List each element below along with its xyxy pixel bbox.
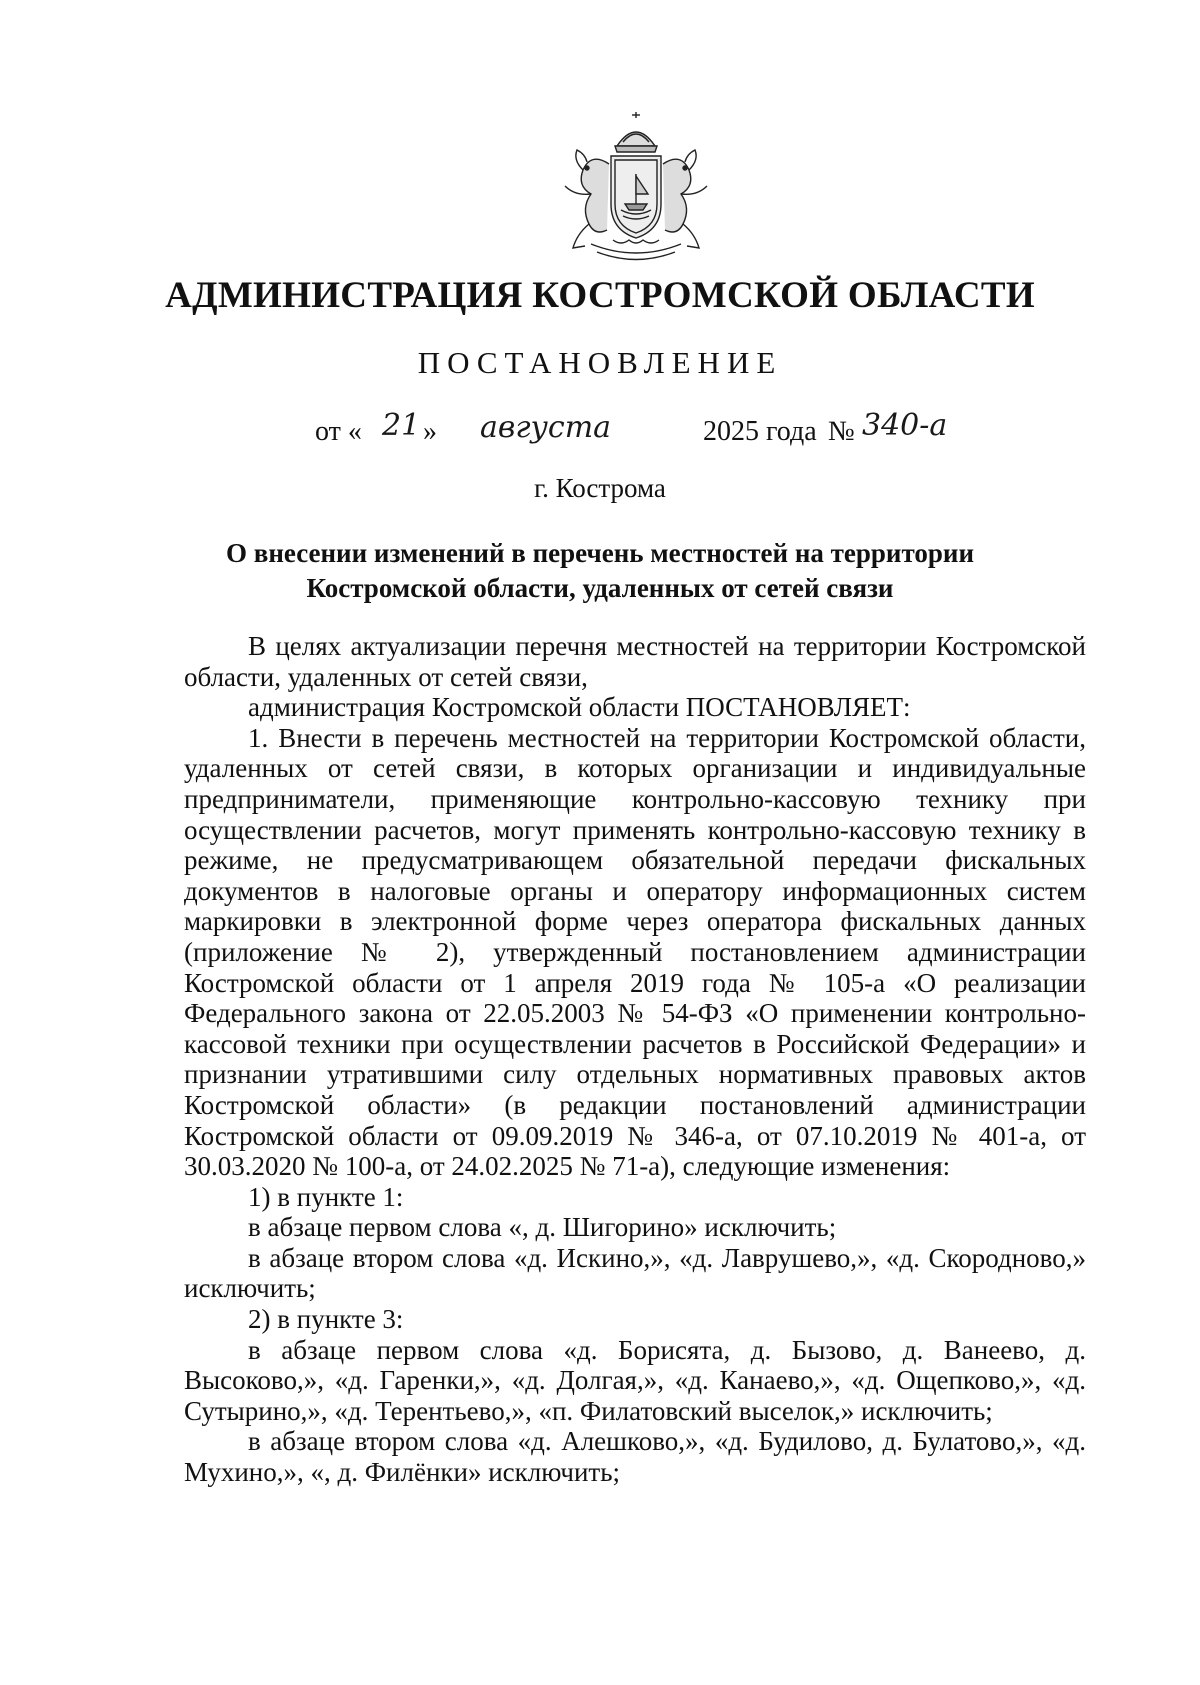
title-line-2: Костромской области, удаленных от сетей связи [306, 573, 894, 603]
date-close-quote: » [423, 416, 437, 447]
document-title [160, 536, 1040, 606]
document-body [184, 631, 1086, 1488]
document-type: ПОСТАНОВЛЕНИЕ [417, 345, 783, 380]
paragraph-item-1: 1. Внести в перечень местностей на территории Костромской области, удаленных от сетей связи, в которых организации и индивидуальные предприниматели, применяющие контрольно-кассовую технику при осуществлении расчетов, могут применять контрольно-кассовую технику в режиме, не предусматривающем обязательной передачи фискальных документов в налоговые органы и оператору информационных систем маркировки в электронной форме через оператора фискальных данных (приложение № 2), утвержденный постановлением администрации Костромской области от 1 апреля 2019 года № 105-а «О реализации Федерального закона от 22.05.2003 № 54-ФЗ «О применении контрольно-кассовой техники при осуществлении расчетов в Российской Федерации» и признании утратившими силу отдельных нормативных правовых актов Костромской области» (в редакции постановлений администрации Костромской области от 09.09.2019 № 346-а, от 07.10.2019 № 401-а, от 30.03.2020 № 100-а, от 24.02.2025 № 71-а), следующие изменения: [184, 722, 1086, 1182]
paragraph-resolution: администрация Костромской области ПОСТАНОВЛЯЕТ: [248, 692, 911, 723]
paragraph-subitem-1: 1) в пункте 1: [248, 1181, 404, 1212]
paragraph-preamble: В целях актуализации перечня местностей на территории Костромской области, удаленных от сетей связи, [184, 631, 1086, 692]
paragraph-subitem-2: 2) в пункте 3: [248, 1304, 404, 1335]
date-number-line [0, 408, 1200, 464]
paragraph-subitem-1-second: в абзаце втором слова «д. Искино,», «д. Лаврушево,», «д. Скородново,» исключить; [184, 1242, 1086, 1304]
handwritten-number: 340-а [862, 408, 948, 443]
kostroma-coat-of-arms-icon [551, 112, 721, 267]
city-line: г. Кострома [534, 473, 666, 503]
date-year: 2025 года [703, 416, 817, 447]
handwritten-day: 21 [382, 408, 421, 443]
title-line-1: О внесении изменений в перечень местностей на территории [226, 538, 974, 568]
organization-title: АДМИНИСТРАЦИЯ КОСТРОМСКОЙ ОБЛАСТИ [165, 275, 1035, 316]
paragraph-subitem-2-first: в абзаце первом слова «д. Борисята, д. Бызово, д. Ванеево, д. Высоково,», «д. Гаренки,», «д. Долгая,», «д. Канаево,», «д. Ощепково,», «д. Сутырино,», «д. Терентьево,», «п. Филатовский выселок,» исключить; [184, 1334, 1086, 1426]
paragraph-subitem-1-first: в абзаце первом слова «, д. Шигорино» исключить; [248, 1212, 837, 1243]
handwritten-month: августа [480, 410, 612, 445]
paragraph-subitem-2-second: в абзаце втором слова «д. Алешково,», «д. Будилово, д. Булатово,», «д. Мухино,», «, д. Филёнки» исключить; [184, 1426, 1086, 1488]
date-prefix: от « [315, 416, 362, 447]
number-sign: № [828, 416, 855, 447]
